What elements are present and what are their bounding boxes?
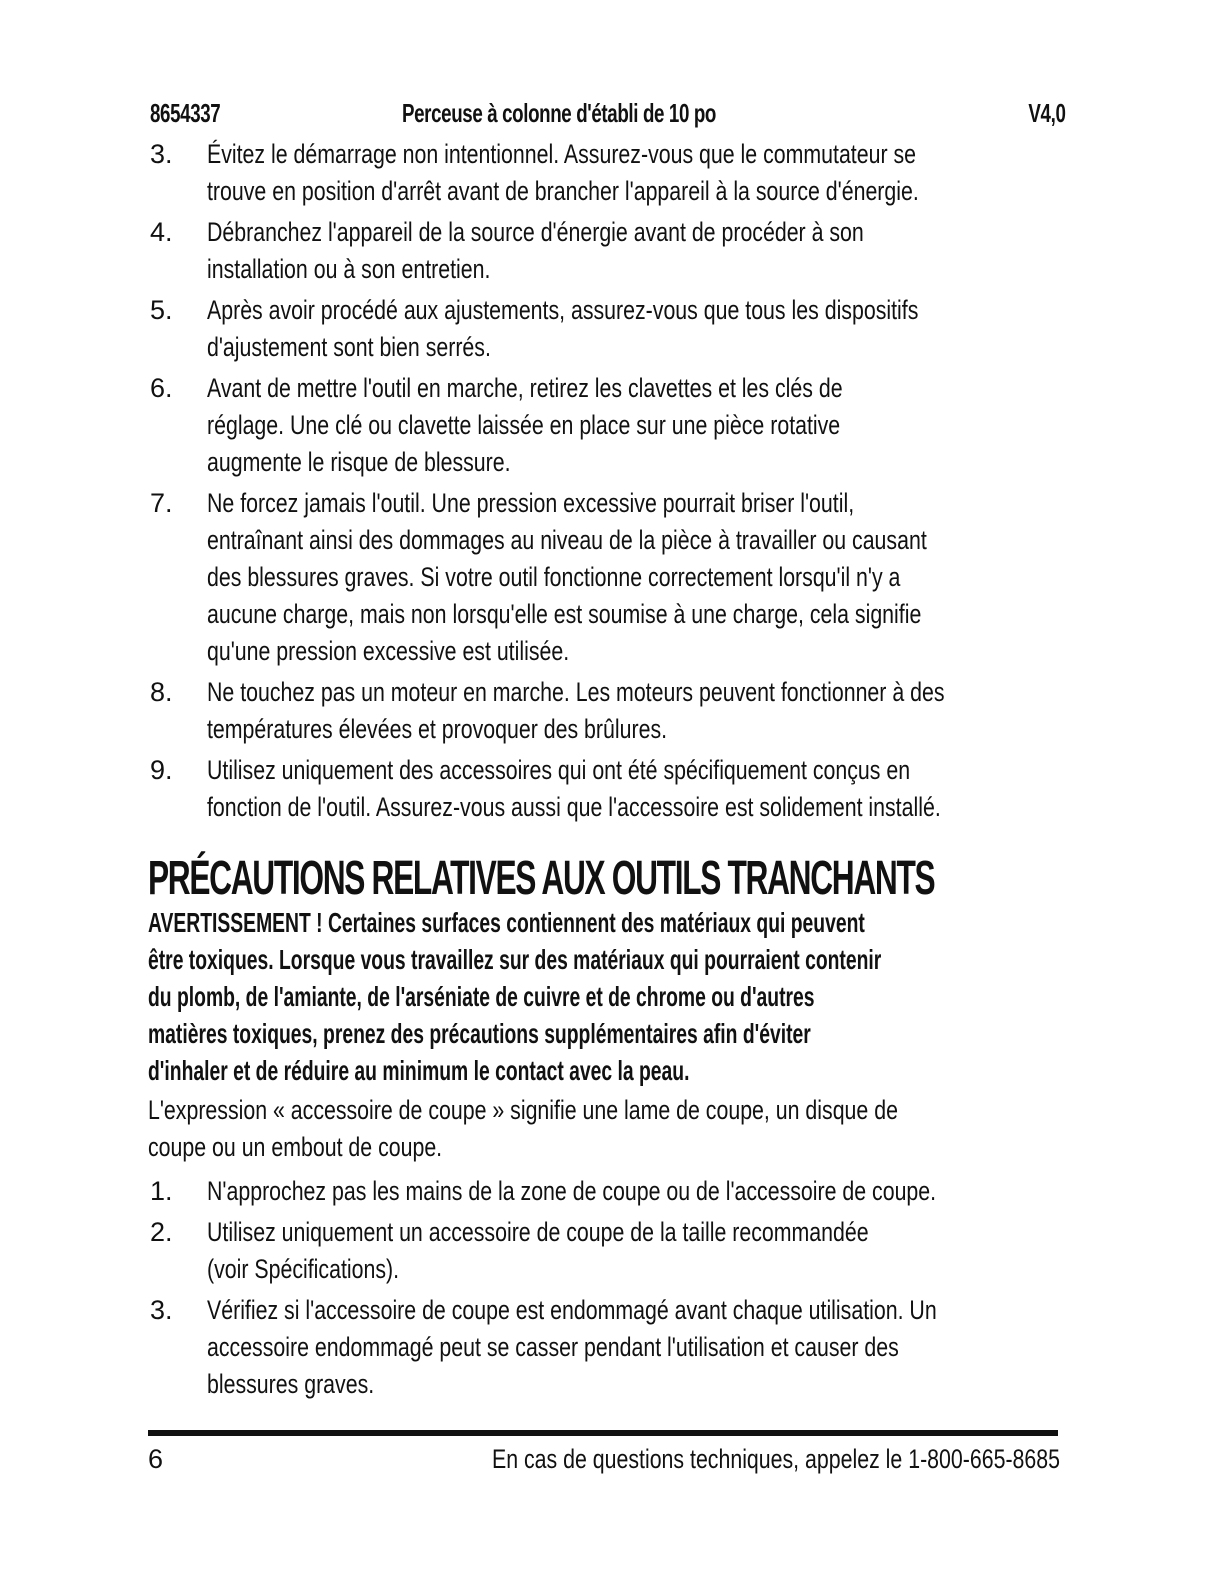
item-text-line: Vérifiez si l'accessoire de coupe est endommagé avant chaque utilisation. Un [207,1295,937,1325]
warning-line: AVERTISSEMENT ! Certaines surfaces contiennent des matériaux qui peuvent [148,907,865,938]
item-text-line: installation ou à son entretien. [207,254,491,284]
list-item [150,485,1065,670]
item-number: 9. [150,755,173,785]
section-heading: PRÉCAUTIONS RELATIVES AUX OUTILS TRANCHANTS [148,852,935,905]
item-text-line: Ne touchez pas un moteur en marche. Les moteurs peuvent fonctionner à des [207,677,945,707]
list-item [150,292,1065,366]
list-item [150,1214,1065,1288]
item-text-line: réglage. Une clé ou clavette laissée en place sur une pièce rotative [207,410,841,440]
item-text-line: aucune charge, mais non lorsqu'elle est soumise à une charge, cela signifie [207,599,922,629]
item-text-line: fonction de l'outil. Assurez-vous aussi que l'accessoire est solidement installé. [207,792,941,822]
page-header [150,98,1065,128]
item-number: 3. [150,1295,173,1325]
item-text-line: augmente le risque de blessure. [207,447,511,477]
intro-line: coupe ou un embout de coupe. [148,1132,443,1162]
intro-line: L'expression « accessoire de coupe » signifie une lame de coupe, un disque de [148,1095,898,1125]
item-text-line: températures élevées et provoquer des brûlures. [207,714,668,744]
document-version: V4,0 [1027,98,1065,128]
page-number: 6 [148,1444,164,1474]
item-text-line: Avant de mettre l'outil en marche, retirez les clavettes et les clés de [207,373,843,403]
warning-line: du plomb, de l'amiante, de l'arséniate de cuivre et de chrome ou d'autres [148,981,815,1012]
document-title: Perceuse à colonne d'établi de 10 po [402,98,717,128]
item-text-line: (voir Spécifications). [207,1254,400,1284]
item-number: 1. [150,1176,173,1206]
item-number: 2. [150,1217,173,1247]
item-text-line: Évitez le démarrage non intentionnel. Assurez-vous que le commutateur se [207,139,917,169]
item-text-line: blessures graves. [207,1369,375,1399]
item-text-line: N'approchez pas les mains de la zone de coupe ou de l'accessoire de coupe. [207,1176,937,1206]
list-item [150,674,1065,748]
item-text-line: des blessures graves. Si votre outil fonctionne correctement lorsqu'il n'y a [207,562,901,592]
item-number: 8. [150,677,173,707]
warning-block [148,904,1211,1089]
item-text-line: Débranchez l'appareil de la source d'énergie avant de procéder à son [207,217,864,247]
item-text-line: qu'une pression excessive est utilisée. [207,636,570,666]
footer-divider [148,1430,1058,1436]
list-item [150,214,1065,288]
warning-line: être toxiques. Lorsque vous travaillez sur des matériaux qui pourraient contenir [148,944,882,975]
item-text-line: Utilisez uniquement des accessoires qui ont été spécifiquement conçus en [207,755,911,785]
item-text-line: trouve en position d'arrêt avant de brancher l'appareil à la source d'énergie. [207,176,919,206]
list-item [150,1173,1065,1210]
item-number: 7. [150,488,173,518]
warning-line: matières toxiques, prenez des précautions supplémentaires afin d'éviter [148,1018,811,1049]
intro-paragraph [148,1092,1225,1166]
product-code: 8654337 [150,98,221,128]
item-text-line: Utilisez uniquement un accessoire de coupe de la taille recommandée [207,1217,869,1247]
item-text-line: accessoire endommagé peut se casser pendant l'utilisation et causer des [207,1332,899,1362]
warning-line: d'inhaler et de réduire au minimum le contact avec la peau. [148,1055,690,1086]
item-number: 5. [150,295,173,325]
item-text-line: entraînant ainsi des dommages au niveau de la pièce à travailler ou causant [207,525,927,555]
item-number: 6. [150,373,173,403]
item-number: 3. [150,139,173,169]
list-item [150,136,1065,210]
item-text-line: d'ajustement sont bien serrés. [207,332,491,362]
item-number: 4. [150,217,173,247]
list-item [150,370,1065,481]
item-text-line: Après avoir procédé aux ajustements, assurez-vous que tous les dispositifs [207,295,919,325]
safety-list-general [150,136,1065,830]
support-contact: En cas de questions techniques, appelez le 1-800-665-8685 [491,1444,1060,1474]
safety-list-cutting [150,1173,1065,1407]
list-item [150,752,1065,826]
list-item [150,1292,1065,1403]
item-text-line: Ne forcez jamais l'outil. Une pression excessive pourrait briser l'outil, [207,488,855,518]
